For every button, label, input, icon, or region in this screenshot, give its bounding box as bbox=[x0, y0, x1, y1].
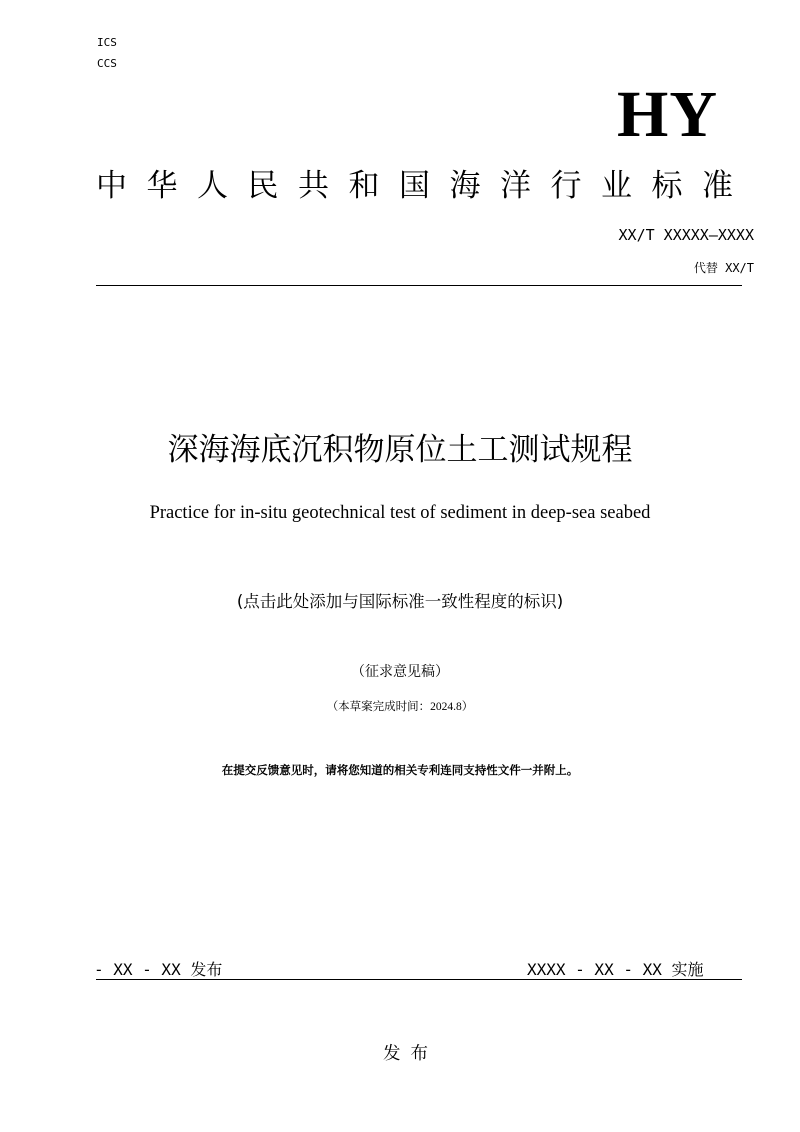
document-title-english: Practice for in-situ geotechnical test of sediment in deep-sea seabed bbox=[149, 503, 651, 523]
patent-notice: 在提交反馈意见时，请将您知道的相关专利连同支持性文件一并附上。 bbox=[221, 763, 579, 777]
document-title-chinese: 深海海底沉积物原位土工测试规程 bbox=[167, 432, 633, 468]
issuer-label: 发布 bbox=[383, 1044, 438, 1064]
publish-date: - XX - XX 发布 bbox=[94, 960, 223, 979]
standard-number: XX/T XXXXX—XXXX bbox=[618, 226, 754, 244]
ccs-code: CCS bbox=[97, 57, 117, 70]
draft-stage: （征求意见稿） bbox=[351, 665, 449, 680]
implement-date: XXXX - XX - XX 实施 bbox=[527, 960, 704, 979]
draft-completion-date: （本草案完成时间：2024.8） bbox=[326, 701, 474, 713]
header-divider bbox=[96, 285, 742, 286]
replaces-standard: 代替 XX/T bbox=[693, 261, 754, 275]
hy-logo: HY bbox=[617, 78, 718, 151]
ics-code: ICS bbox=[97, 36, 117, 49]
footer-divider bbox=[96, 979, 742, 980]
conformity-note: (点击此处添加与国际标准一致性程度的标识) bbox=[236, 592, 564, 611]
industry-standard-heading: 中华人民共和国海洋行业标准 bbox=[96, 168, 753, 204]
